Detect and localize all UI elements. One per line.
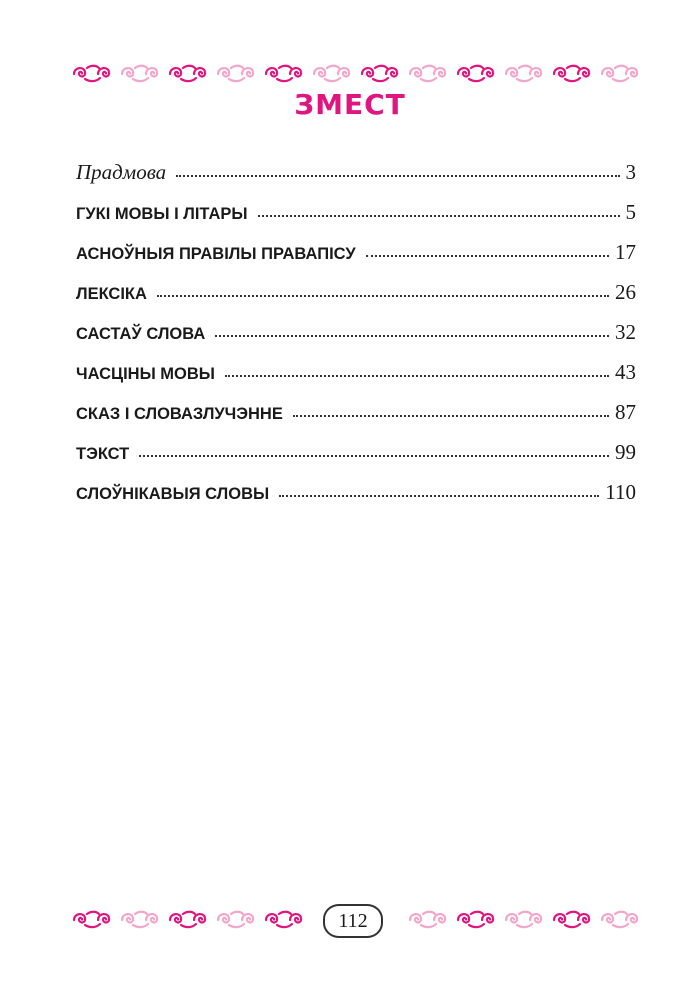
swirl-ornament-icon — [506, 66, 541, 81]
toc-entry-page: 32 — [615, 320, 636, 344]
toc-entry-page: 26 — [615, 280, 636, 304]
dot-leader — [215, 333, 609, 337]
swirl-ornament-icon — [602, 66, 637, 81]
dot-leader — [279, 493, 599, 497]
swirl-ornament-icon — [122, 912, 157, 927]
swirl-ornament-icon — [554, 66, 589, 81]
toc-entry-label: ЧАСЦІНЫ МОВЫ — [76, 365, 215, 383]
toc-entry[interactable] — [76, 272, 636, 312]
top-ornament-border — [72, 63, 638, 85]
dot-leader — [258, 213, 620, 217]
page-title: ЗМЕСТ — [294, 88, 406, 121]
toc-entry-label: СЛОЎНІКАВЫЯ СЛОВЫ — [76, 485, 270, 503]
swirl-ornament-icon — [74, 912, 109, 927]
swirl-ornament-icon — [458, 66, 493, 81]
swirl-ornament-icon — [122, 66, 157, 81]
dot-leader — [139, 453, 609, 457]
toc-entry[interactable] — [76, 392, 636, 432]
toc-entry[interactable] — [76, 472, 636, 512]
toc-entry-label: ЛЕКСІКА — [76, 285, 147, 303]
swirl-ornament-icon — [506, 912, 541, 927]
toc-entry-label: Прадмова — [76, 160, 167, 184]
toc-entry-page: 110 — [605, 480, 636, 504]
toc-entry-page: 99 — [615, 440, 636, 464]
toc-entry-page: 3 — [625, 160, 636, 184]
dot-leader — [293, 413, 609, 417]
swirl-ornament-icon — [170, 66, 205, 81]
toc-entry-label: ТЭКСТ — [76, 445, 130, 463]
swirl-ornament-icon — [218, 66, 253, 81]
toc-entry-page: 5 — [625, 200, 636, 224]
swirl-ornament-icon — [266, 912, 301, 927]
dot-leader — [225, 373, 609, 377]
toc-entry[interactable] — [76, 232, 636, 272]
toc-entry[interactable] — [76, 192, 636, 232]
toc-entry[interactable] — [76, 312, 636, 352]
dot-leader — [157, 293, 609, 297]
toc-entry-page: 87 — [615, 400, 636, 424]
swirl-ornament-icon — [362, 66, 397, 81]
toc-entry-page: 43 — [615, 360, 636, 384]
swirl-ornament-icon — [218, 912, 253, 927]
swirl-ornament-icon — [458, 912, 493, 927]
swirl-ornament-icon — [314, 66, 349, 81]
page-number-badge: 112 — [323, 904, 383, 938]
swirl-ornament-icon — [554, 912, 589, 927]
table-of-contents — [76, 152, 636, 512]
swirl-ornament-icon — [170, 912, 205, 927]
toc-entry[interactable] — [76, 152, 636, 192]
dot-leader — [176, 173, 619, 177]
toc-entry[interactable] — [76, 432, 636, 472]
toc-entry-label: АСНОЎНЫЯ ПРАВІЛЫ ПРАВАПІСУ — [76, 245, 356, 263]
dot-leader — [366, 253, 609, 257]
swirl-ornament-icon — [266, 66, 301, 81]
swirl-ornament-icon — [74, 66, 109, 81]
swirl-ornament-icon — [410, 66, 445, 81]
toc-entry-label: ГУКІ МОВЫ І ЛІТАРЫ — [76, 205, 248, 223]
toc-entry-label: САСТАЎ СЛОВА — [76, 325, 206, 343]
swirl-ornament-icon — [410, 912, 445, 927]
toc-entry[interactable] — [76, 352, 636, 392]
toc-entry-page: 17 — [615, 240, 636, 264]
toc-entry-label: СКАЗ І СЛОВАЗЛУЧЭННЕ — [76, 405, 283, 423]
swirl-ornament-icon — [602, 912, 637, 927]
